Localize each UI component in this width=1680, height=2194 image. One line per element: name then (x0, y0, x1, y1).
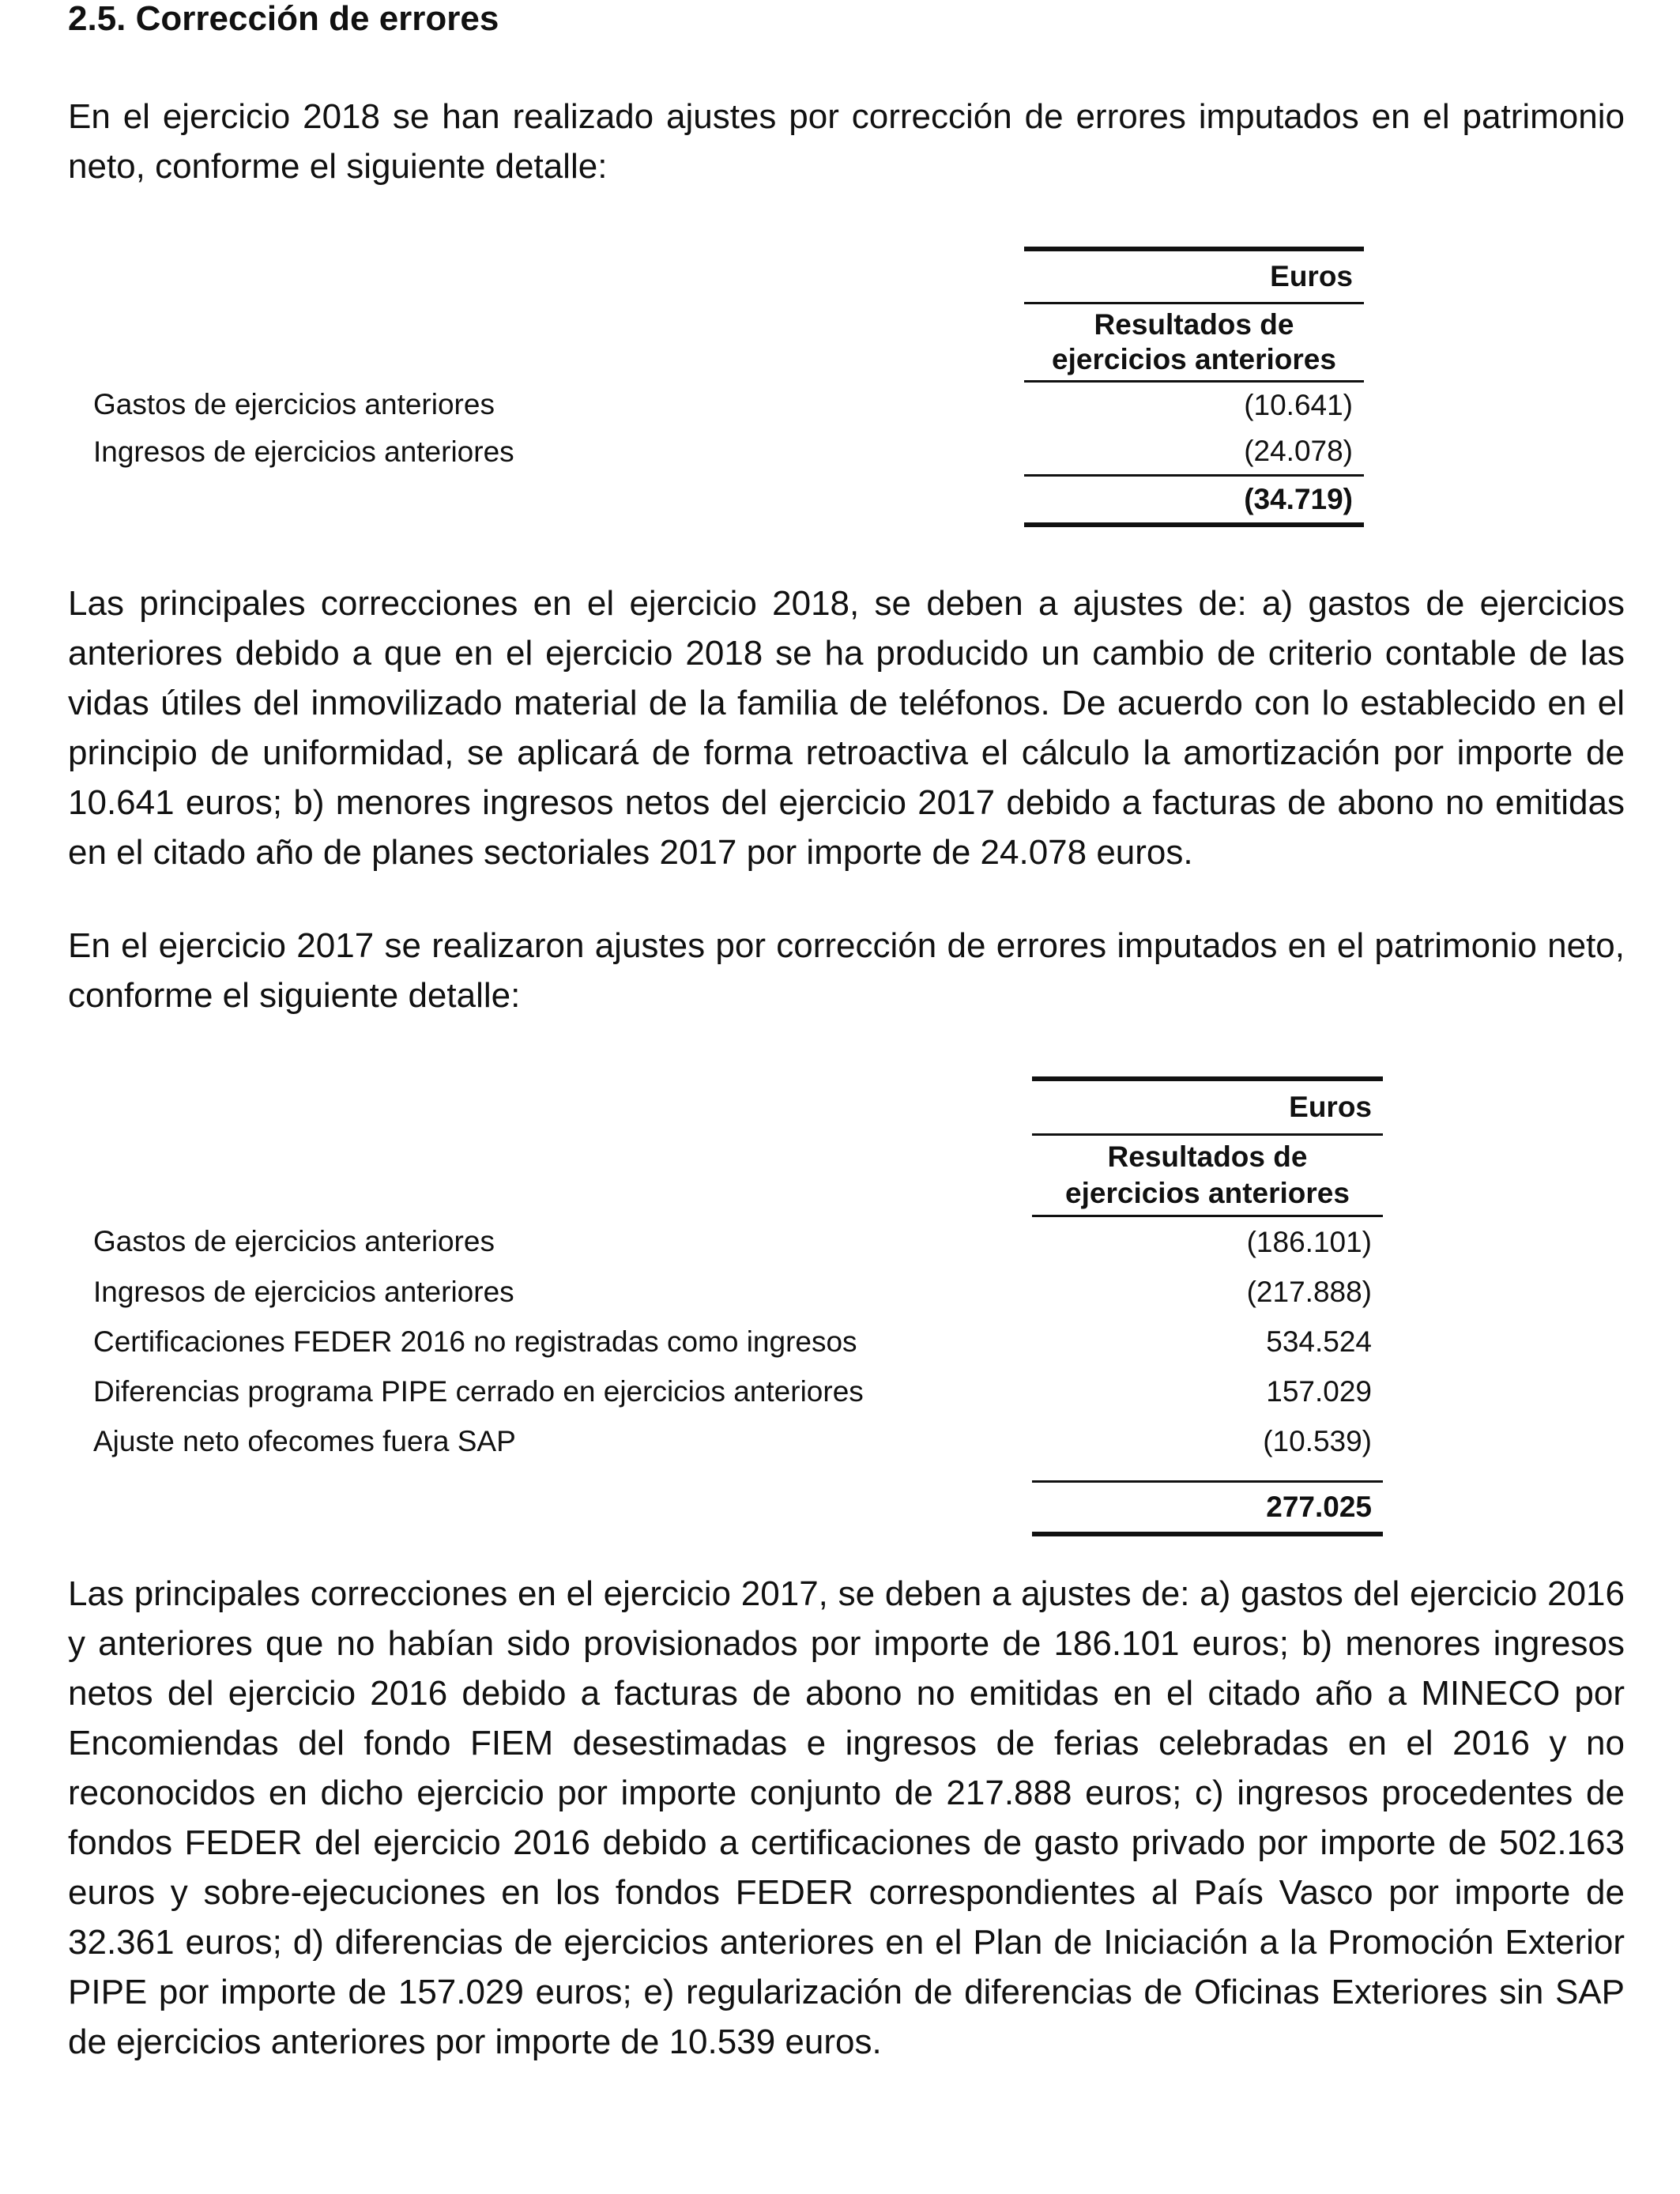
table-row (68, 1416, 1383, 1466)
table-row (68, 1317, 1383, 1367)
table-row (68, 428, 1364, 476)
row-amount: (186.101) (1246, 1225, 1372, 1258)
corrections-table-2017 (68, 1076, 1383, 1536)
intro-paragraph-2017: En el ejercicio 2017 se realizaron ajustes por corrección de errores imputados en el patrimonio neto, conforme el siguiente detalle: (68, 926, 1625, 1015)
row-amount: (10.539) (1263, 1424, 1372, 1457)
intro-paragraph-2018: En el ejercicio 2018 se han realizado ajustes por corrección de errores imputados en el patrimonio neto, conforme el siguiente detalle: (68, 97, 1625, 186)
column-header (1024, 303, 1364, 382)
row-label: Diferencias programa PIPE cerrado en ejercicios anteriores (93, 1374, 864, 1408)
table-header-row (68, 1135, 1383, 1216)
total-amount: 277.025 (1032, 1482, 1383, 1535)
table-row (68, 382, 1364, 429)
table-row (68, 1216, 1383, 1268)
row-amount: 157.029 (1266, 1374, 1372, 1408)
table-row (68, 1367, 1383, 1416)
total-amount: (34.719) (1024, 476, 1364, 526)
column-header-line: Resultados de (1107, 1140, 1308, 1173)
section-heading: 2.5. Corrección de errores (68, 0, 499, 38)
table-total-row (68, 476, 1364, 526)
explanation-paragraph-2017: Las principales correcciones en el ejercicio 2017, se deben a ajustes de: a) gastos del ejercicio 2016 y anteriores que no habían sido provisionados por importe de 186.101 euros; b) menores ingresos netos del ejercicio 2016 debido a facturas de abono no emitidas en el citado año a MINECO por Encomiendas del fondo FIEM desestimadas e ingresos de ferias celebradas en el 2016 y no reconocidos en dicho ejercicio por importe conjunto de 217.888 euros; c) ingresos procedentes de fondos FEDER del ejercicio 2016 debido a certificaciones de gasto privado por importe de 502.163 euros y sobre-ejecuciones en los fondos FEDER correspondientes al País Vasco por importe de 32.361 euros; d) diferencias de ejercicios anteriores en el Plan de Iniciación a la Promoción Exterior PIPE por importe de 157.029 euros; e) regularización de diferencias de Oficinas Exteriores sin SAP de ejercicios anteriores por importe de 10.539 euros. (68, 1574, 1625, 2061)
corrections-table-2018 (68, 247, 1364, 527)
table-header-row (68, 1079, 1383, 1135)
column-header-line: ejercicios anteriores (1052, 343, 1336, 375)
row-label: Ingresos de ejercicios anteriores (93, 1275, 514, 1308)
row-label: Gastos de ejercicios anteriores (93, 388, 495, 421)
row-label: Certificaciones FEDER 2016 no registradas como ingresos (93, 1325, 857, 1358)
explanation-paragraph-2018: Las principales correcciones en el ejercicio 2018, se deben a ajustes de: a) gastos de ejercicios anteriores debido a que en el ejercicio 2018 se ha producido un cambio de criterio contable de las vidas útiles del inmovilizado material de la familia de teléfonos. De acuerdo con lo establecido en el principio de uniformidad, se aplicará de forma retroactiva el cálculo la amortización por importe de 10.641 euros; b) menores ingresos netos del ejercicio 2017 debido a facturas de abono no emitidas en el citado año de planes sectoriales 2017 por importe de 24.078 euros. (68, 584, 1625, 872)
row-label: Ingresos de ejercicios anteriores (93, 435, 514, 468)
column-header-line: Resultados de (1094, 308, 1294, 341)
row-amount: 534.524 (1266, 1325, 1372, 1358)
row-label: Gastos de ejercicios anteriores (93, 1224, 495, 1257)
table-total-row (68, 1482, 1383, 1535)
row-amount: (24.078) (1244, 435, 1353, 467)
table-header-row (68, 303, 1364, 382)
row-label: Ajuste neto ofecomes fuera SAP (93, 1424, 516, 1457)
row-amount: (217.888) (1246, 1275, 1372, 1308)
column-header-line: ejercicios anteriores (1065, 1177, 1350, 1209)
currency-header: Euros (1024, 249, 1364, 303)
table-header-row (68, 249, 1364, 303)
column-header (1032, 1135, 1383, 1216)
row-amount: (10.641) (1244, 389, 1353, 421)
table-row (68, 1267, 1383, 1317)
currency-header: Euros (1032, 1079, 1383, 1135)
